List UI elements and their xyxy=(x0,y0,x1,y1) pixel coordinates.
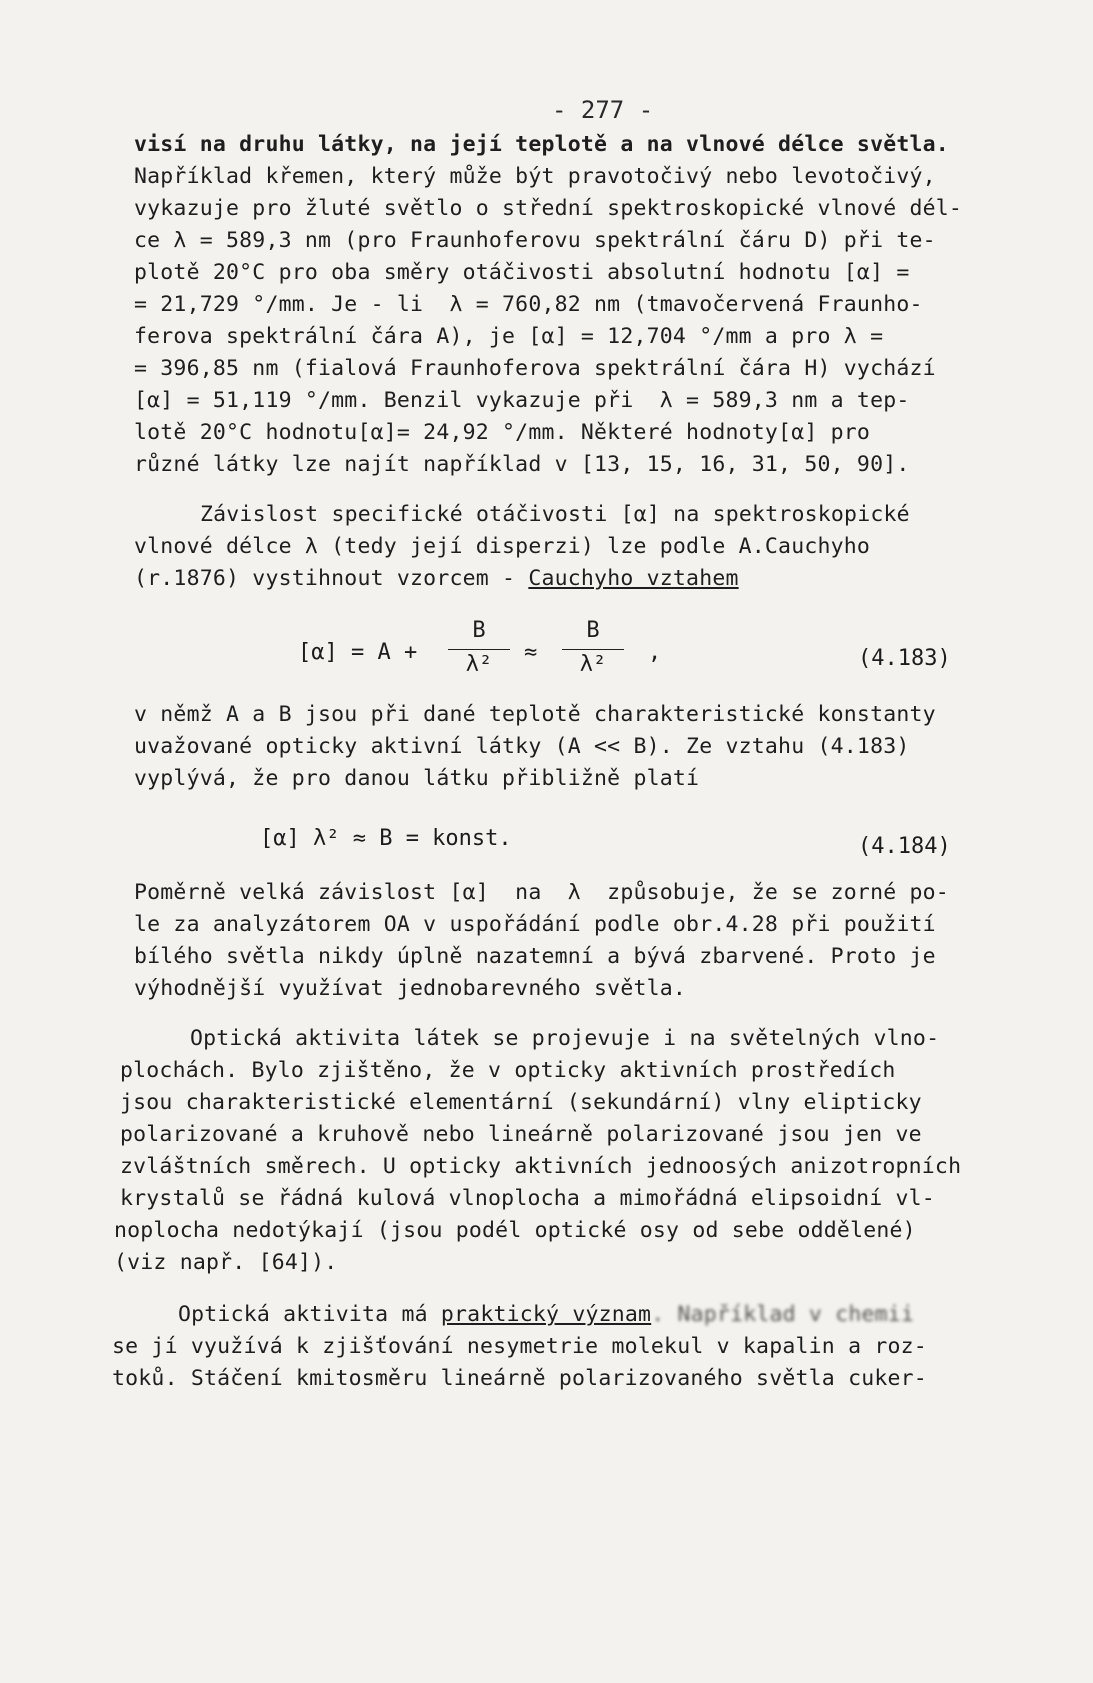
text-line: zvláštních směrech. U opticky aktivních jednoosých anizotropních xyxy=(120,1154,962,1179)
text-line: [α] = 51,119 °/mm. Benzil vykazuje při λ = 589,3 nm a tep- xyxy=(134,388,910,413)
fraction-denominator: λ² xyxy=(579,652,607,677)
text-line: Například křemen, který může být pravotočivý nebo levotočivý, xyxy=(134,164,936,189)
text-line: v němž A a B jsou při dané teplotě charakteristické konstanty xyxy=(134,702,936,727)
fraction-denominator: λ² xyxy=(465,652,493,677)
text-line: lotě 20°C hodnotu[α]= 24,92 °/mm. Některé hodnoty[α] pro xyxy=(134,420,871,445)
text-line: výhodnější využívat jednobarevného světla. xyxy=(134,976,687,1001)
text-span: Optická aktivita má xyxy=(178,1302,441,1327)
text-line: vykazuje pro žluté světlo o střední spektroskopické vlnové dél- xyxy=(134,196,963,221)
text-line: jsou charakteristické elementární (sekundární) vlny elipticky xyxy=(120,1090,922,1115)
text-line: ferova spektrální čára A), je [α] = 12,704 °/mm a pro λ = xyxy=(134,324,884,349)
equation-lhs: [α] = A + xyxy=(298,640,418,665)
text-line: visí na druhu látky, na její teplotě a na vlnové délce světla. xyxy=(134,132,949,157)
text-line: ce λ = 589,3 nm (pro Fraunhoferovu spektrální čáru D) při te- xyxy=(134,228,936,253)
text-line: vlnové délce λ (tedy její disperzi) lze podle A.Cauchyho xyxy=(134,534,871,559)
text-line: = 396,85 nm (fialová Fraunhoferova spektrální čára H) vychází xyxy=(134,356,936,381)
text-line: vyplývá, že pro danou látku přibližně platí xyxy=(134,766,700,791)
text-line xyxy=(134,564,739,594)
text-line: le za analyzátorem OA v uspořádání podle obr.4.28 při použití xyxy=(134,912,936,937)
fraction xyxy=(562,618,624,677)
term-practical-significance: praktický význam xyxy=(440,1302,652,1327)
equation-comma: , xyxy=(648,640,662,665)
term-cauchy-relation: Cauchyho vztahem xyxy=(528,566,739,591)
text-line: plotě 20°C pro oba směry otáčivosti absolutní hodnotu [α] = xyxy=(134,260,910,285)
text-line: polarizované a kruhově nebo lineárně polarizované jsou jen ve xyxy=(120,1122,922,1147)
page-number: - 277 - xyxy=(552,96,654,124)
text-span-blurred: . Například v chemii xyxy=(651,1302,915,1327)
text-line: se jí využívá k zjišťování nesymetrie molekul v kapalin a roz- xyxy=(112,1334,927,1359)
text-line: plochách. Bylo zjištěno, že v opticky aktivních prostředích xyxy=(120,1058,896,1083)
equation-number: (4.184) xyxy=(858,834,951,859)
text-line: Poměrně velká závislost [α] na λ způsobuje, že se zorné po- xyxy=(134,880,949,905)
text-line: bílého světla nikdy úplně nazatemní a bývá zbarvené. Proto je xyxy=(134,944,936,969)
fraction-numerator: B xyxy=(448,618,510,650)
fraction xyxy=(448,618,510,677)
text-line: různé látky lze najít například v [13, 15, 16, 31, 50, 90]. xyxy=(134,452,910,477)
text-line: noplocha nedotýkají (jsou podél optické osy od sebe oddělené) xyxy=(114,1218,916,1243)
text-line: krystalů se řádná kulová vlnoplocha a mimořádná elipsoidní vl- xyxy=(120,1186,935,1211)
equation-number: (4.183) xyxy=(858,646,951,671)
text-line: Závislost specifické otáčivosti [α] na spektroskopické xyxy=(200,502,910,527)
fraction-numerator: B xyxy=(562,618,624,650)
text-span: (r.1876) vystihnout vzorcem - xyxy=(134,566,529,591)
text-line: = 21,729 °/mm. Je - li λ = 760,82 nm (tmavočervená Fraunho- xyxy=(134,292,923,317)
text-line: toků. Stáčení kmitosměru lineárně polarizovaného světla cuker- xyxy=(112,1366,927,1391)
text-line: Optická aktivita látek se projevuje i na světelných vlno- xyxy=(190,1026,940,1051)
text-line: (viz např. [64]). xyxy=(114,1250,338,1275)
equation: [α] λ² ≈ B = konst. xyxy=(260,826,512,851)
approx-sign: ≈ xyxy=(524,640,538,665)
text-line: uvažované opticky aktivní látky (A << B). Ze vztahu (4.183) xyxy=(134,734,910,759)
text-line xyxy=(178,1300,914,1330)
